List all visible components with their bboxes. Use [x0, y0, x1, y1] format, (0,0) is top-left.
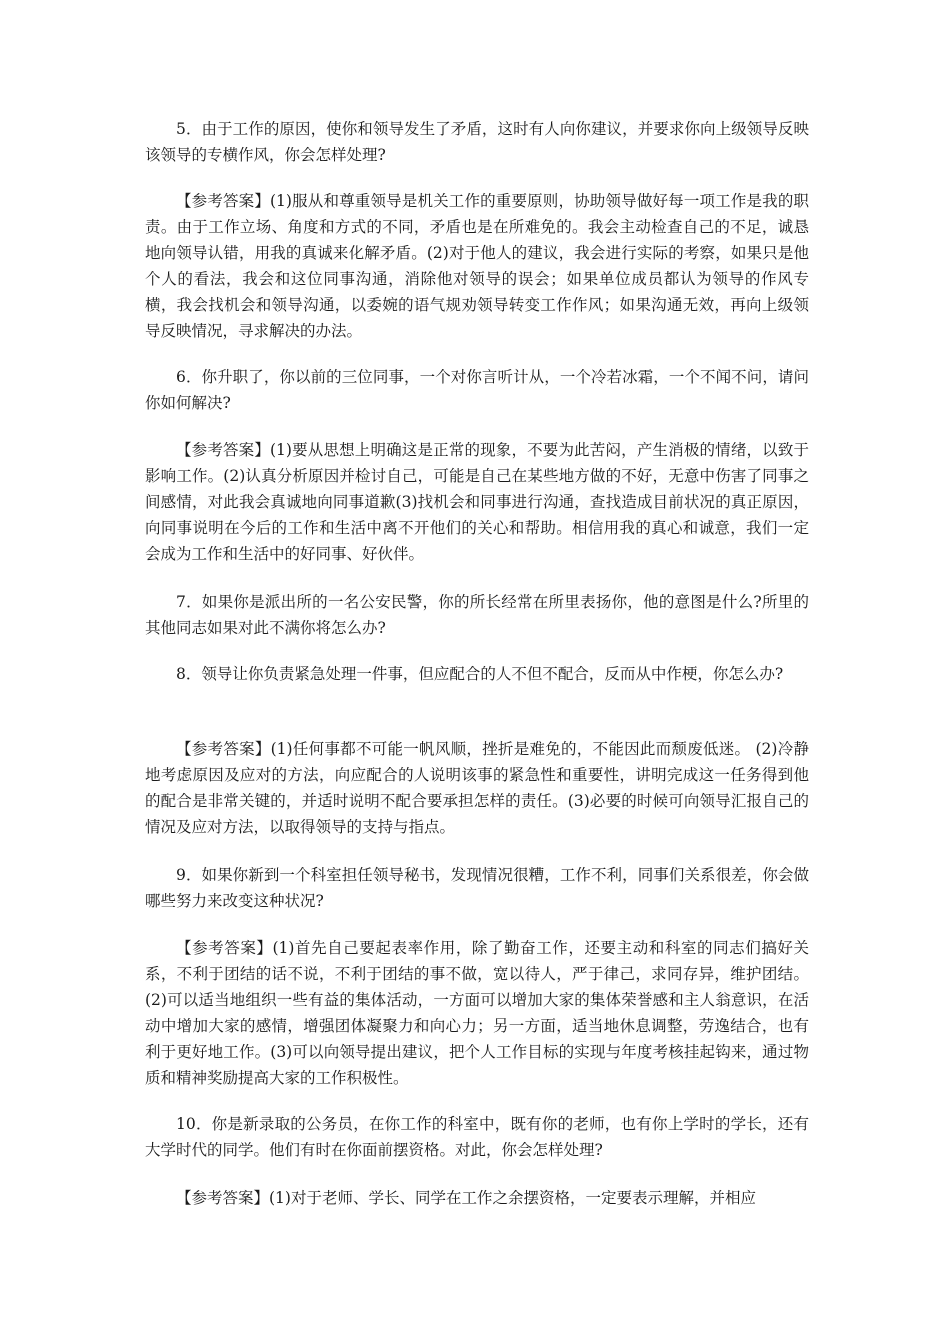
answer-6: 【参考答案】(1)要从思想上明确这是正常的现象，不要为此苦闷，产生消极的情绪，以致于影响工作。(2)认真分析原因并检讨自己，可能是自己在某些地方做的不好，无意中伤害了同事之间感情，对此我会真诚地向同事道歉(3)找机会和同事进行沟通，查找造成目前状况的真正原因，向同事说明在今后的工作和生活中离不开他们的关心和帮助。相信用我的真心和诚意，我们一定会成为工作和生活中的好同事、好伙伴。 — [145, 441, 809, 563]
question-6: 6．你升职了，你以前的三位同事，一个对你言听计从，一个冷若冰霜，一个不闻不问，请问你如何解决? — [145, 368, 809, 412]
answer-8: 【参考答案】(1)任何事都不可能一帆风顺，挫折是难免的，不能因此而颓废低迷。 (2)冷静地考虑原因及应对的方法，向应配合的人说明该事的紧急性和重要性，讲明完成这一任务得到他的配合是非常关键的，并适时说明不配合要承担怎样的责任。(3)必要的时候可向领导汇报自己的情况及应对方法，以取得领导的支持与指点。 — [145, 740, 809, 836]
question-10: 10．你是新录取的公务员，在你工作的科室中，既有你的老师，也有你上学时的学长，还有大学时代的同学。他们有时在你面前摆资格。对此，你会怎样处理? — [145, 1115, 809, 1159]
question-7: 7．如果你是派出所的一名公安民警，你的所长经常在所里表扬你，他的意图是什么?所里的其他同志如果对此不满你将怎么办? — [145, 593, 809, 637]
answer-10: 【参考答案】(1)对于老师、学长、同学在工作之余摆资格，一定要表示理解，并相应 — [176, 1189, 756, 1207]
question-9: 9．如果你新到一个科室担任领导秘书，发现情况很糟，工作不利，同事们关系很差，你会做哪些努力来改变这种状况? — [145, 866, 809, 910]
answer-5: 【参考答案】(1)服从和尊重领导是机关工作的重要原则，协助领导做好每一项工作是我的职责。由于工作立场、角度和方式的不同，矛盾也是在所难免的。我会主动检查自己的不足，诚恳地向领导认错，用我的真诚来化解矛盾。(2)对于他人的建议，我会进行实际的考察，如果只是他个人的看法，我会和这位同事沟通，消除他对领导的误会；如果单位成员都认为领导的作风专横，我会找机会和领导沟通，以委婉的语气规劝领导转变工作作风；如果沟通无效，再向上级领导反映情况，寻求解决的办法。 — [145, 192, 809, 340]
question-8: 8．领导让你负责紧急处理一件事，但应配合的人不但不配合，反而从中作梗，你怎么办? — [176, 665, 784, 683]
answer-9: 【参考答案】(1)首先自己要起表率作用，除了勤奋工作，还要主动和科室的同志们搞好关系，不利于团结的话不说，不利于团结的事不做，宽以待人，严于律己，求同存异，维护团结。(2)可以适当地组织一些有益的集体活动，一方面可以增加大家的集体荣誉感和主人翁意识，在活动中增加大家的感情，增强团体凝聚力和向心力；另一方面，适当地休息调整，劳逸结合，也有利于更好地工作。(3)可以向领导提出建议，把个人工作目标的实现与年度考核挂起钩来，通过物质和精神奖励提高大家的工作积极性。 — [145, 939, 809, 1087]
question-5: 5．由于工作的原因，使你和领导发生了矛盾，这时有人向你建议，并要求你向上级领导反映该领导的专横作风，你会怎样处理? — [145, 120, 809, 164]
